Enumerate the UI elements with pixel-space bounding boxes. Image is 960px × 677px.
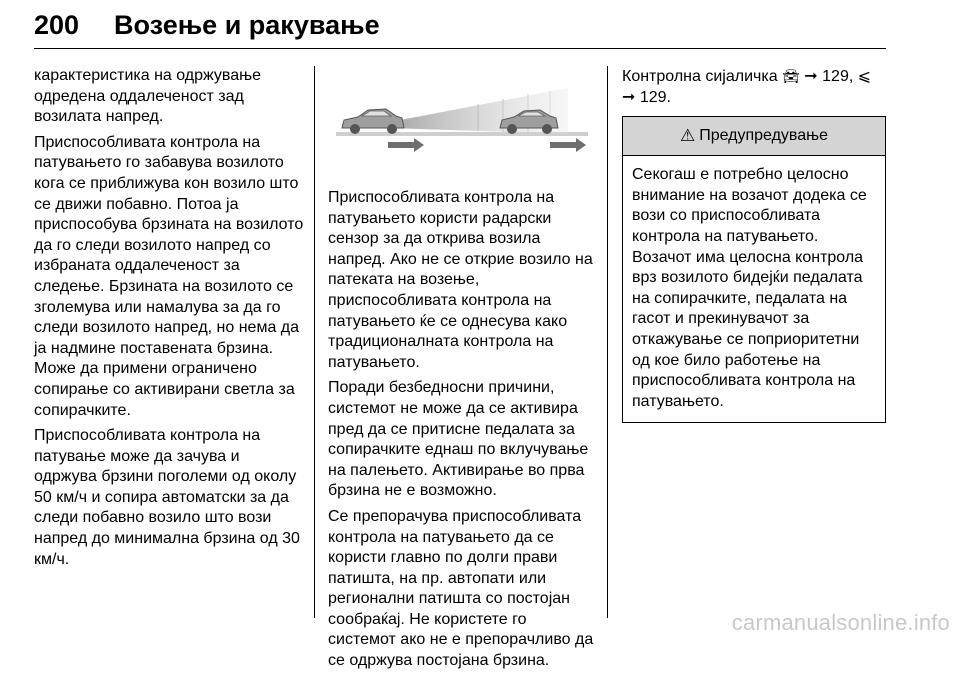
reference-paragraph (622, 66, 886, 108)
page-ref-arrow-icon: ➞ (804, 68, 818, 85)
paragraph: Се препорачува приспособливата контрола на патувањето да се користи главно по долги прави патишта, на пр. автопати или регионални патишта со постојан сообраќај. Не користете го системот ако не е препорачливо да се одржува постојана брзина. (328, 507, 594, 670)
page-ref: 129, (822, 68, 854, 85)
warning-triangle-icon: ⚠︎ (679, 125, 696, 145)
paragraph: Приспособливата контрола на патувањето го забавува возилото кога се приближува кон возило што се движи побавно. Потоа ја приспособува брзината на возилото да го следи возилото напред со избраната оддалеченост за следење. Брзината на возилото се зголемува или намалува за да го следи возилото напред, но нема да ја надмине поставената брзина. Може да примени ограничено сопирање со активирани светла за сопирачките. (34, 133, 304, 419)
header-rule (34, 48, 886, 49)
watermark: carmanualsonline.info (731, 610, 950, 635)
radar-follow-car-illustration (328, 70, 596, 178)
warning-header (623, 117, 885, 156)
column-divider-2 (607, 66, 608, 618)
paragraph: Приспособливата контрола на патувањето користи радарски сензор за да открива возила напред. Ако не се открие возило на патеката на возење, приспособливата контрола на патувањето ќе се однесува како традиционалната контрола на патувањето. (328, 189, 593, 371)
section-title: Возење и ракување (114, 10, 380, 40)
paragraph: Поради безбедносни причини, системот не може да се активира пред да се притисне педалата за сопирачките еднаш по вклучување на палењето. Активирање во прва брзина не е возможно. (328, 379, 589, 500)
paragraph: карактеристика на одржување одредена оддалеченост зад возилата напред. (34, 67, 262, 126)
reference-text: Контролна сијаличка (622, 68, 778, 85)
column-divider-1 (314, 66, 315, 618)
warning-body: Секогаш е потребно целосно внимание на возачот додека се вози со приспособливата контрола на патувањето. Возачот има целосна контрола врз возилото бидејќи педалата на сопирачките, педалата на гасот и прекинувачот за откажување се поприоритетни од кое било работење на приспособливата контрола на патувањето. (632, 166, 867, 410)
paragraph: Приспособливата контрола на патување може да зачува и одржува брзини поголеми од околу 50 км/ч и сопира автоматски за да следи побавно возило што вози напред до минимална брзина од 30 км/ч. (34, 427, 300, 568)
page-ref-arrow-icon: ➞ (622, 88, 636, 106)
page-ref: 129. (639, 88, 671, 106)
car-icon: 🚘︎ (782, 68, 800, 84)
page-header (34, 6, 886, 50)
column-3 (622, 66, 886, 423)
warning-box (622, 116, 886, 423)
radar-illustration-svg (328, 70, 596, 178)
column-2 (328, 188, 596, 677)
column-1 (34, 66, 304, 575)
warning-title: Предупредување (699, 126, 829, 144)
speed-following-icon: ⩽ (857, 68, 872, 85)
page-number: 200 (34, 10, 80, 40)
